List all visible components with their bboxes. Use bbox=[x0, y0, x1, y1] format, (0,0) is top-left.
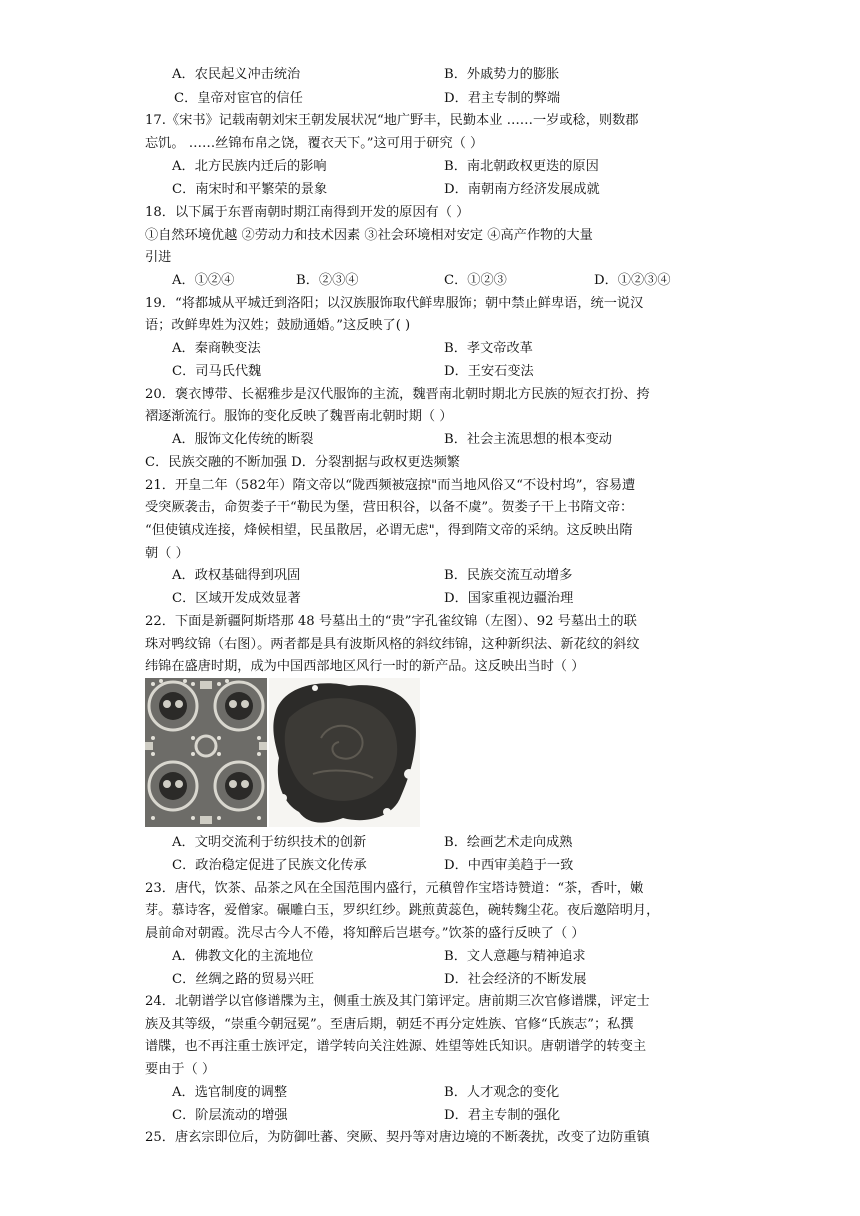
q23-stem-line-1: 23．唐代，饮茶、品茶之风在全国范围内盛行，元稹曾作宝塔诗赞道：“茶，香叶，嫩 bbox=[145, 881, 644, 896]
q24-stem-line-1: 24．北朝谱学以官修谱牒为主，侧重士族及其门第评定。唐前期三次官修谱牒，评定士 bbox=[145, 994, 650, 1009]
q24-option-b: B．人才观念的变化 bbox=[444, 1085, 560, 1100]
q22-stem-line-3: 纬锦在盛唐时期，成为中国西部地区风行一时的新产品。这反映出当时（ ） bbox=[145, 659, 585, 674]
q23-option-b: B．文人意趣与精神追求 bbox=[444, 949, 586, 964]
q22-stem-line-2: 珠对鸭纹锦（右图）。两者都是具有波斯风格的斜纹纬锦，这种新织法、新花纹的斜纹 bbox=[145, 637, 640, 652]
q18-option-b: B．②③④ bbox=[296, 273, 359, 288]
q20-option-a: A．服饰文化传统的断裂 bbox=[172, 432, 314, 447]
q23-option-c: C．丝绸之路的贸易兴旺 bbox=[172, 972, 314, 987]
q21-stem-line-1: 21．开皇二年（582年）隋文帝以“陇西频被寇掠"而当地风俗又“不设村坞”，容易遭 bbox=[145, 478, 636, 493]
q20-options-c-d: C．民族交融的不断加强 D．分裂割据与政权更迭频繁 bbox=[145, 455, 460, 470]
q21-stem-line-2: 受突厥袭击，命贺娄子干“勒民为堡，营田积谷，以备不虞”。贺娄子干上书隋文帝： bbox=[145, 500, 634, 515]
q18-option-d: D．①②③④ bbox=[594, 273, 671, 288]
q18-option-c: C．①②③ bbox=[444, 273, 507, 288]
q16-option-a: A．农民起义冲击统治 bbox=[172, 67, 301, 82]
q19-option-a: A．秦商鞅变法 bbox=[172, 341, 261, 356]
peacock-brocade-photo bbox=[145, 678, 267, 827]
q18-option-a: A．①②④ bbox=[172, 273, 235, 288]
q22-option-c: C．政治稳定促进了民族文化传承 bbox=[172, 858, 367, 873]
q20-stem-line-2: 褶逐渐流行。服饰的变化反映了魏晋南北朝时期（ ） bbox=[145, 409, 453, 424]
q23-option-a: A．佛教文化的主流地位 bbox=[172, 949, 314, 964]
q25-stem-line-1: 25．唐玄宗即位后，为防御吐蕃、突厥、契丹等对唐边境的不断袭扰，改变了边防重镇 bbox=[145, 1130, 650, 1145]
q19-option-c: C．司马氏代魏 bbox=[172, 364, 262, 379]
q22-figure bbox=[145, 678, 420, 827]
q24-option-c: C．阶层流动的增强 bbox=[172, 1108, 288, 1123]
q17-option-d: D．南朝南方经济发展成就 bbox=[444, 182, 600, 197]
q16-option-c: C．皇帝对宦官的信任 bbox=[174, 91, 303, 106]
q17-option-c: C．南宋时和平繁荣的景象 bbox=[172, 182, 328, 197]
q21-stem-line-3: “但使镇戍连接，烽候相望，民虽散居，必谓无虑"，得到隋文帝的采纳。这反映出隋 bbox=[145, 523, 633, 538]
q21-option-c: C．区域开发成效显著 bbox=[172, 591, 301, 606]
q24-stem-line-3: 谱牒，也不再注重士族评定，谱学转向关注姓源、姓望等姓氏知识。唐朝谱学的转变主 bbox=[145, 1039, 647, 1054]
q22-option-d: D．中西审美趋于一致 bbox=[444, 858, 574, 873]
q23-stem-line-2: 芽。慕诗客，爱僧家。碾雕白玉，罗织红纱。跳煎黄蕊色，碗转麴尘花。夜后邀陪明月， bbox=[145, 903, 660, 918]
q21-option-d: D．国家重视边疆治理 bbox=[444, 591, 574, 606]
q23-option-d: D．社会经济的不断发展 bbox=[444, 972, 587, 987]
q17-stem-line-1: 17.《宋书》记载南朝刘宋王朝发展状况“地广野丰，民勤本业 ……一岁或稔，则数郡 bbox=[145, 113, 639, 128]
q24-stem-line-4: 要由于（ ） bbox=[145, 1062, 216, 1077]
q22-option-a: A．文明交流利于纺织技术的创新 bbox=[172, 835, 367, 850]
q21-option-a: A．政权基础得到巩固 bbox=[172, 568, 301, 583]
q24-option-d: D．君主专制的强化 bbox=[444, 1108, 561, 1123]
q19-option-d: D．王安石变法 bbox=[444, 364, 534, 379]
q19-stem-line-2: 语；改鲜卑姓为汉姓；鼓励通婚。”这反映了( ) bbox=[145, 318, 411, 333]
q22-option-b: B．绘画艺术走向成熟 bbox=[444, 835, 573, 850]
duck-brocade-photo bbox=[269, 678, 420, 827]
q19-stem-line-1: 19．“将都城从平城迁到洛阳；以汉族服饰取代鲜卑服饰；朝中禁止鲜卑语，统一说汉 bbox=[145, 296, 644, 311]
q18-stem-line-2: ①自然环境优越 ②劳动力和技术因素 ③社会环境相对安定 ④高产作物的大量 bbox=[145, 228, 593, 243]
q18-stem-line-1: 18．以下属于东晋南朝时期江南得到开发的原因有（ ） bbox=[145, 205, 470, 220]
q20-option-b: B．社会主流思想的根本变动 bbox=[444, 432, 612, 447]
q17-option-a: A．北方民族内迁后的影响 bbox=[172, 159, 327, 174]
q16-option-d: D．君主专制的弊端 bbox=[444, 91, 561, 106]
q18-stem-line-3: 引进 bbox=[145, 250, 172, 265]
q21-stem-line-4: 朝（ ） bbox=[145, 546, 189, 561]
q24-stem-line-2: 族及其等级，“崇重今朝冠冕”。至唐后期，朝廷不再分定姓族、官修“氏族志”；私撰 bbox=[145, 1017, 634, 1032]
q21-option-b: B．民族交流互动增多 bbox=[444, 568, 573, 583]
q17-option-b: B．南北朝政权更迭的原因 bbox=[444, 159, 599, 174]
q22-stem-line-1: 22．下面是新疆阿斯塔那 48 号墓出土的“贵”字孔雀纹锦（左图）、92 号墓出土的联 bbox=[145, 614, 637, 629]
q23-stem-line-3: 晨前命对朝霞。洗尽古今人不倦，将知醉后岂堪夸。”饮茶的盛行反映了（ ） bbox=[145, 926, 585, 941]
q19-option-b: B．孝文帝改革 bbox=[444, 341, 533, 356]
q16-option-b: B．外戚势力的膨胀 bbox=[444, 67, 560, 82]
q20-stem-line-1: 20．褒衣博带、长裾雅步是汉代服饰的主流，魏晋南北朝时期北方民族的短衣打扮、挎 bbox=[145, 387, 650, 402]
q17-stem-line-2: 忘饥。 ……丝锦布帛之饶，覆衣天下。”这可用于研究（ ） bbox=[145, 136, 484, 151]
q24-option-a: A．选官制度的调整 bbox=[172, 1085, 288, 1100]
